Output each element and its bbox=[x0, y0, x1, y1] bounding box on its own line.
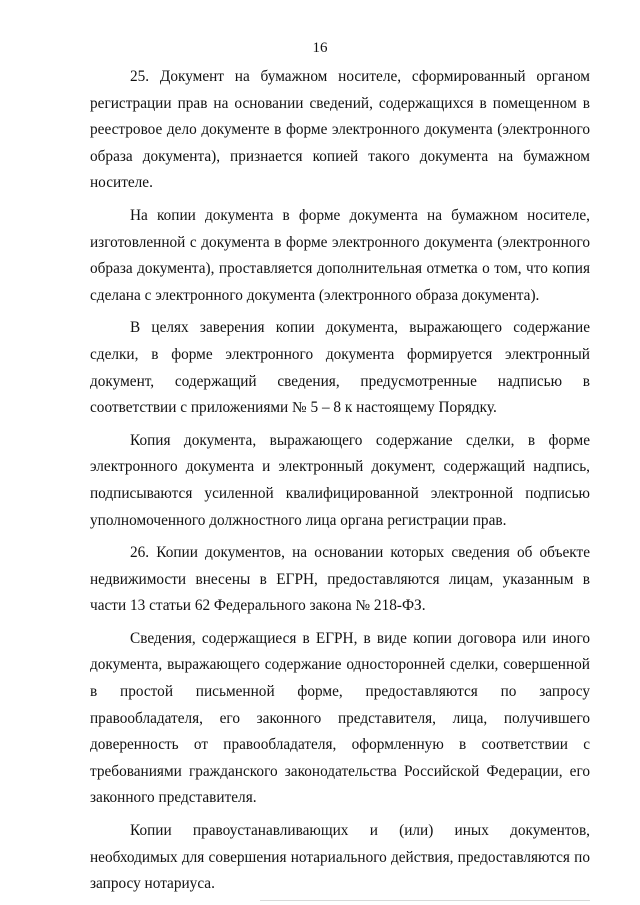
scan-edge-line bbox=[260, 900, 590, 901]
page-number: 16 bbox=[312, 40, 328, 56]
paragraph-egrn-info: Сведения, содержащиеся в ЕГРН, в виде копии договора или иного документа, выражающего содержание односторонней сделки, совершенной в простой письменной форме, предоставляются по запросу правообладателя, его законного представителя, лица, получившего доверенность от правообладателя, оформленную в соответствии с требованиями гражданского законодательства Российской Федерации, его законного представителя. bbox=[90, 629, 590, 807]
paragraph-signature: Копия документа, выражающего содержание сделки, в форме электронного документа и электронный документ, содержащий надпись, подписываются усиленной квалифицированной электронной подписью уполномоченного должностного лица органа регистрации прав. bbox=[90, 431, 590, 529]
document-body bbox=[90, 64, 590, 904]
paragraph-certification: В целях заверения копии документа, выражающего содержание сделки, в форме электронного документа формируется электронный документ, содержащий сведения, предусмотренные надписью в соответствии с приложениями № 5 – 8 к настоящему Порядку. bbox=[90, 319, 590, 417]
paragraph-26: 26. Копии документов, на основании которых сведения об объекте недвижимости внесены в ЕГРН, предоставляются лицам, указанным в части 13 статьи 62 Федерального закона № 218-ФЗ. bbox=[90, 544, 590, 615]
paragraph-25: 25. Документ на бумажном носителе, сформированный органом регистрации прав на основании сведений, содержащихся в помещенном в реестровое дело документе в форме электронного документа (электронного образа документа), признается копией такого документа на бумажном носителе. bbox=[90, 68, 590, 192]
paragraph-copy-mark: На копии документа в форме документа на бумажном носителе, изготовленной с документа в форме электронного документа (электронного образа документа), проставляется дополнительная отметка о том, что копия сделана с электронного документа (электронного образа документа). bbox=[90, 206, 590, 304]
paragraph-notary: Копии правоустанавливающих и (или) иных документов, необходимых для совершения нотариального действия, предоставляются по запросу нотариуса. bbox=[90, 822, 590, 893]
